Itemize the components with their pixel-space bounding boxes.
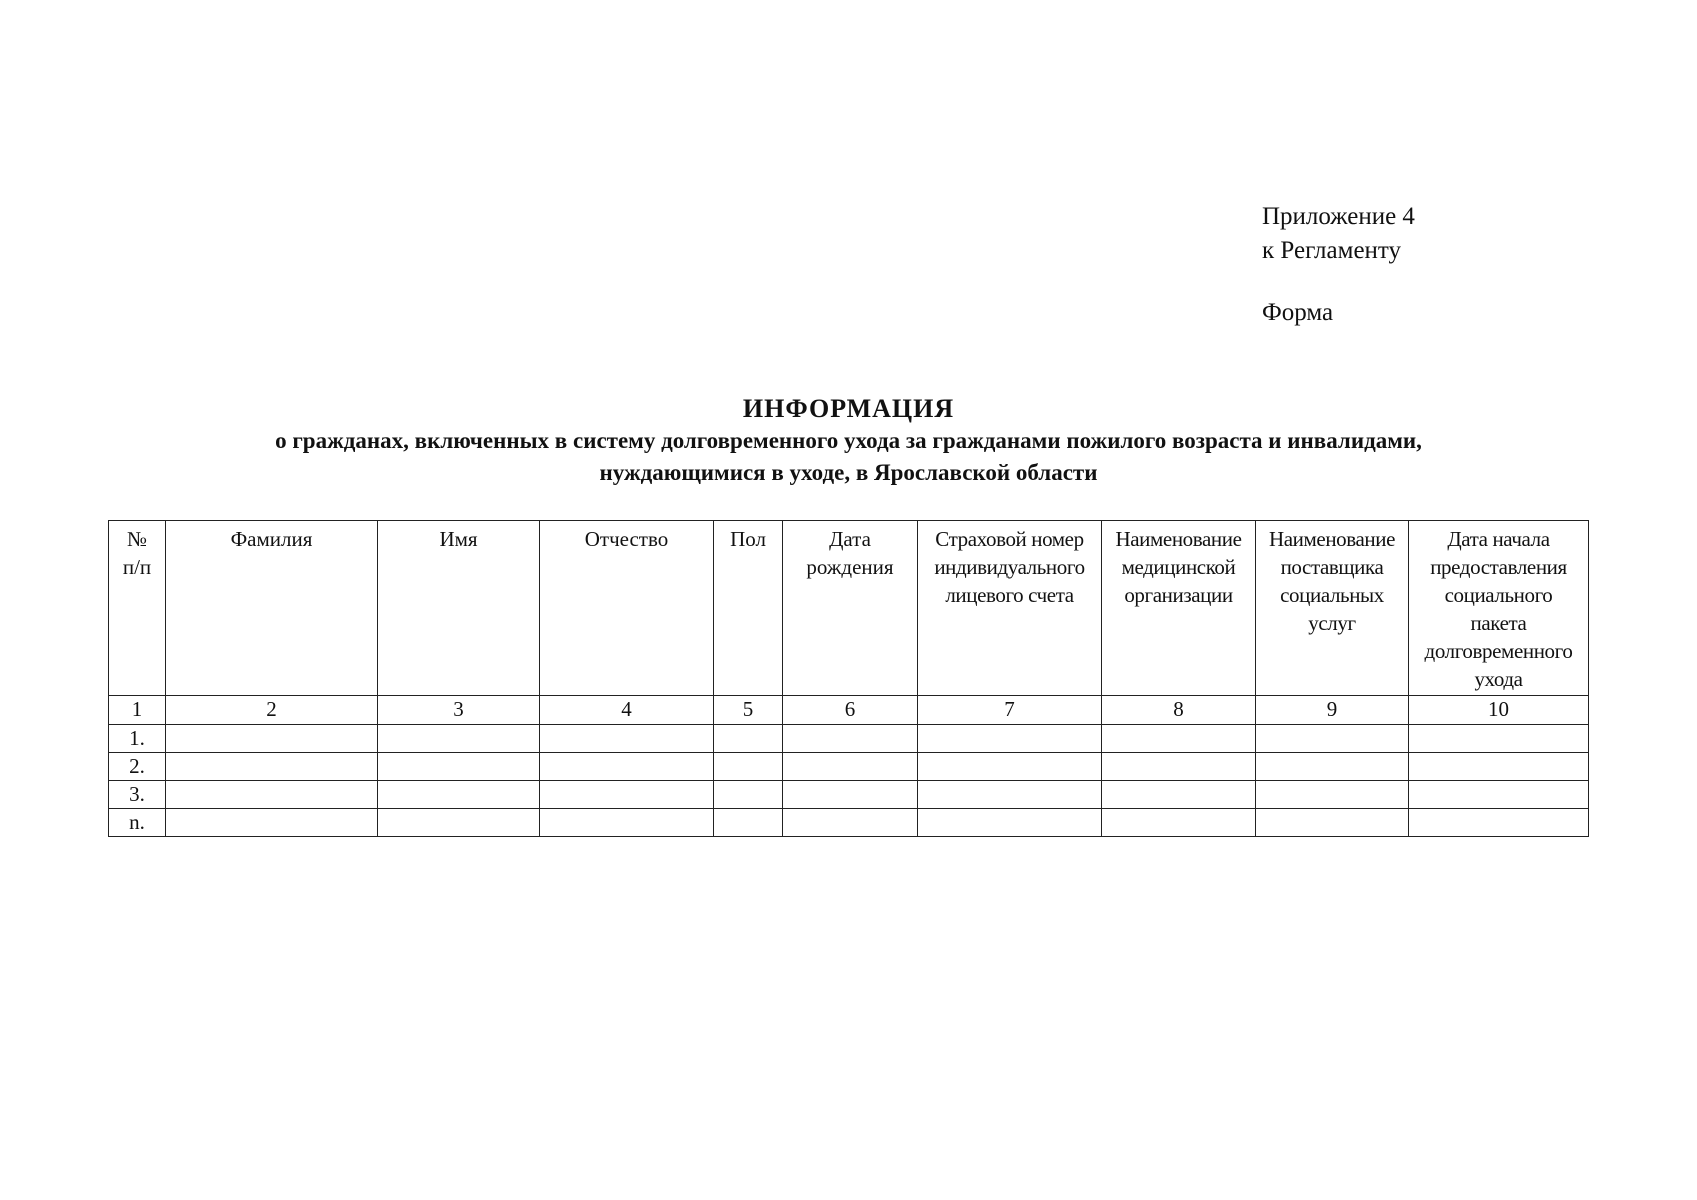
- column-number: 5: [714, 696, 783, 725]
- column-number: 1: [109, 696, 166, 725]
- table-cell: [540, 753, 714, 781]
- table-cell: [1102, 725, 1256, 753]
- table-cell: [1102, 809, 1256, 837]
- header-medical-organization: Наименование медицинской организации: [1102, 521, 1256, 696]
- column-number: 9: [1256, 696, 1409, 725]
- table-cell: [918, 725, 1102, 753]
- table-cell: [378, 809, 540, 837]
- citizens-info-table: [108, 520, 1589, 837]
- table-cell: [1256, 753, 1409, 781]
- table-cell: [1409, 753, 1589, 781]
- table-cell: [783, 753, 918, 781]
- table-cell: [714, 753, 783, 781]
- header-row-number: № п/п: [109, 521, 166, 696]
- row-number: 3.: [109, 781, 166, 809]
- table-cell: [1256, 809, 1409, 837]
- column-number: 6: [783, 696, 918, 725]
- column-number: 7: [918, 696, 1102, 725]
- document-title-block: [0, 393, 1697, 489]
- table-cell: [378, 725, 540, 753]
- table-cell: [1409, 781, 1589, 809]
- table-cell: [714, 781, 783, 809]
- table-cell: [1409, 809, 1589, 837]
- header-birth-date: Дата рождения: [783, 521, 918, 696]
- table-cell: [540, 725, 714, 753]
- table-cell: [540, 781, 714, 809]
- table-row: [109, 809, 1589, 837]
- table-row: [109, 725, 1589, 753]
- column-number: 2: [166, 696, 378, 725]
- appendix-line-1: Приложение 4: [1262, 203, 1415, 230]
- column-number: 8: [1102, 696, 1256, 725]
- table-cell: [783, 809, 918, 837]
- header-patronymic: Отчество: [540, 521, 714, 696]
- table-cell: [1409, 725, 1589, 753]
- header-care-start-date: Дата начала предоставления социального пакета долговременного ухода: [1409, 521, 1589, 696]
- table-cell: [378, 781, 540, 809]
- header-snils: Страховой номер индивидуального лицевого счета: [918, 521, 1102, 696]
- column-number: 10: [1409, 696, 1589, 725]
- table-cell: [1256, 725, 1409, 753]
- header-first-name: Имя: [378, 521, 540, 696]
- table-cell: [714, 809, 783, 837]
- row-number: 1.: [109, 725, 166, 753]
- table-cell: [918, 809, 1102, 837]
- appendix-block: [1262, 200, 1415, 330]
- form-label: Форма: [1262, 299, 1334, 326]
- column-number: 3: [378, 696, 540, 725]
- column-number-row: [109, 696, 1589, 725]
- table-cell: [783, 781, 918, 809]
- row-number: n.: [109, 809, 166, 837]
- table-row: [109, 781, 1589, 809]
- table-cell: [918, 781, 1102, 809]
- table-cell: [1256, 781, 1409, 809]
- document-title: ИНФОРМАЦИЯ: [742, 394, 955, 423]
- table-cell: [540, 809, 714, 837]
- table-cell: [783, 725, 918, 753]
- table-cell: [378, 753, 540, 781]
- table-cell: [1102, 781, 1256, 809]
- table-cell: [1102, 753, 1256, 781]
- table-cell: [166, 725, 378, 753]
- table-cell: [166, 781, 378, 809]
- header-surname: Фамилия: [166, 521, 378, 696]
- column-number: 4: [540, 696, 714, 725]
- table-row: [109, 753, 1589, 781]
- row-number: 2.: [109, 753, 166, 781]
- header-sex: Пол: [714, 521, 783, 696]
- table-cell: [918, 753, 1102, 781]
- table-cell: [166, 753, 378, 781]
- table-header-row: [109, 521, 1589, 696]
- appendix-line-2: к Регламенту: [1262, 237, 1402, 264]
- document-subtitle: о гражданах, включенных в систему долговременного ухода за гражданами пожилого возраста и инвалидами, нуждающимися в уходе, в Ярославской области: [275, 428, 1422, 485]
- table-cell: [714, 725, 783, 753]
- table-cell: [166, 809, 378, 837]
- header-social-provider: Наименование поставщика социальных услуг: [1256, 521, 1409, 696]
